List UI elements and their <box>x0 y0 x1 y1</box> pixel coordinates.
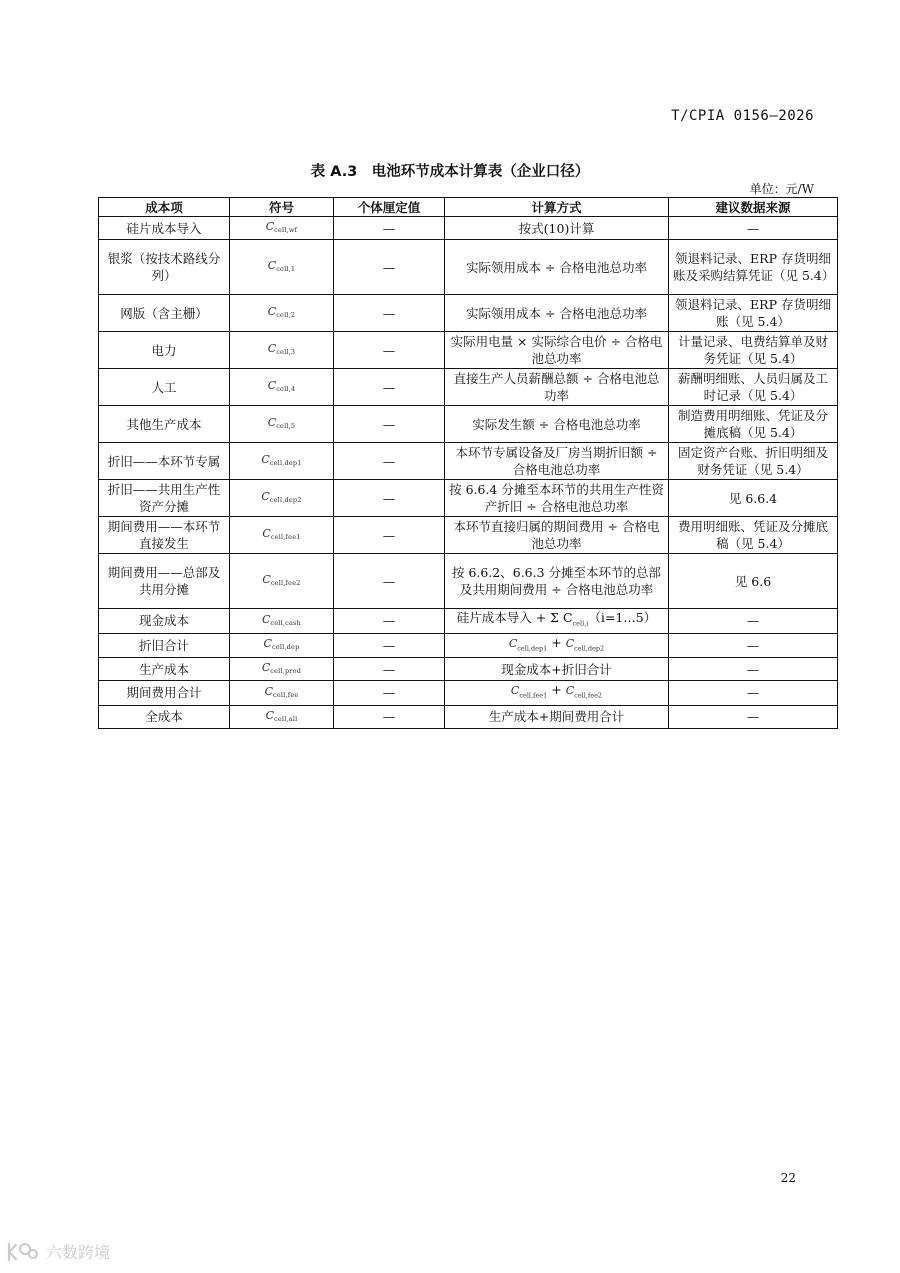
table-row <box>99 554 838 609</box>
method-text: 本环节专属设备及厂房当期折旧额 ÷ 合格电池总功率 <box>455 445 658 477</box>
source-cell: 费用明细账、凭证及分摊底稿（见 5.4） <box>669 517 838 554</box>
method-cell <box>445 658 669 681</box>
method-cell <box>445 633 669 658</box>
symbol-base: C <box>267 416 277 429</box>
symbol <box>262 613 301 626</box>
value-cell: — <box>334 658 445 681</box>
method-subscript: cell,i <box>572 619 589 628</box>
symbol <box>268 416 295 429</box>
symbol <box>261 453 301 466</box>
method-text: 直接生产人员薪酬总额 ÷ 合格电池总功率 <box>453 371 660 403</box>
ks-logo-icon <box>6 1241 40 1263</box>
source-cell: — <box>669 658 838 681</box>
symbol-cell <box>230 369 334 406</box>
table-row <box>99 369 838 406</box>
symbol-subscript: cell,dep2 <box>269 496 302 504</box>
symbol-subscript: cell,dep1 <box>269 459 302 467</box>
method-cell <box>445 240 669 295</box>
symbol-subscript: cell,3 <box>276 348 296 356</box>
method-text: 现金成本+折旧合计 <box>501 661 612 677</box>
table-row <box>99 217 838 240</box>
cost-item-cell: 网版（含主栅） <box>99 295 230 332</box>
table-row <box>99 633 838 658</box>
symbol-subscript: cell,wf <box>274 226 298 234</box>
table-row <box>99 658 838 681</box>
table-row <box>99 240 838 295</box>
value-cell: — <box>334 681 445 706</box>
symbol-subscript: cell,4 <box>276 385 296 393</box>
value-cell: — <box>334 240 445 295</box>
symbol-cell <box>230 332 334 369</box>
symbol-subscript: cell,dep <box>271 643 300 652</box>
cost-item-cell: 生产成本 <box>99 658 230 681</box>
cost-item-cell: 电力 <box>99 332 230 369</box>
symbol-cell <box>230 480 334 517</box>
symbol-subscript: cell,fee2 <box>270 579 301 587</box>
formula-part: C <box>565 684 575 697</box>
table-row <box>99 406 838 443</box>
symbol-subscript: cell,cash <box>270 618 301 627</box>
table-header-row <box>99 198 838 217</box>
source-cell: — <box>669 609 838 634</box>
value-cell: — <box>334 406 445 443</box>
method-text: 实际领用成本 ÷ 合格电池总功率 <box>466 305 647 321</box>
method-cell <box>445 480 669 517</box>
document-code: T/CPIA 0156—2026 <box>671 108 814 124</box>
source-cell: — <box>669 633 838 658</box>
method-text: 实际用电量 × 实际综合电价 ÷ 合格电池总功率 <box>450 334 663 366</box>
cost-item-cell: 期间费用——总部及共用分摊 <box>99 554 230 609</box>
formula-part: cell,fee2 <box>574 691 603 700</box>
col-header-item: 成本项 <box>99 198 230 217</box>
method-text: 实际领用成本 ÷ 合格电池总功率 <box>466 259 647 275</box>
value-cell: — <box>334 295 445 332</box>
symbol <box>268 342 295 355</box>
method-text: 实际发生额 ÷ 合格电池总功率 <box>472 416 641 432</box>
page-number: 22 <box>780 1171 796 1185</box>
symbol-base: C <box>264 684 273 698</box>
cost-item-cell: 期间费用合计 <box>99 681 230 706</box>
symbol <box>262 527 300 540</box>
cost-item-cell: 现金成本 <box>99 609 230 634</box>
table-row <box>99 705 838 728</box>
symbol-base: C <box>263 637 272 651</box>
value-cell: — <box>334 554 445 609</box>
table-row <box>99 443 838 480</box>
symbol-cell <box>230 705 334 728</box>
method-cell <box>445 517 669 554</box>
source-cell: 薪酬明细账、人员归属及工时记录（见 5.4） <box>669 369 838 406</box>
formula-part: cell,dep1 <box>517 644 548 652</box>
symbol-subscript: cell,fee1 <box>270 533 301 541</box>
symbol <box>264 637 300 650</box>
formula-part: C <box>508 636 518 650</box>
table-row <box>99 609 838 634</box>
source-cell: — <box>669 681 838 706</box>
source-cell: 领退料记录、ERP 存货明细账及采购结算凭证（见 5.4） <box>669 240 838 295</box>
table-row <box>99 480 838 517</box>
source-cell: — <box>669 217 838 240</box>
symbol-cell <box>230 609 334 634</box>
method-cell <box>445 217 669 240</box>
method-text: 按 6.6.2、6.6.3 分摊至本环节的总部及共用期间费用 ÷ 合格电池总功率 <box>451 565 662 597</box>
method-cell <box>445 554 669 609</box>
cost-item-cell: 折旧——共用生产性资产分摊 <box>99 480 230 517</box>
symbol-cell <box>230 658 334 681</box>
table-title: 表 A.3 电池环节成本计算表（企业口径） <box>310 164 590 180</box>
symbol-subscript: cell,prod <box>270 667 302 675</box>
symbol-cell <box>230 681 334 706</box>
value-cell: — <box>334 369 445 406</box>
symbol-cell <box>230 240 334 295</box>
table-row <box>99 295 838 332</box>
symbol-base: C <box>261 661 271 674</box>
table-row <box>99 681 838 706</box>
symbol <box>268 305 295 318</box>
source-cell: 计量记录、电费结算单及财务凭证（见 5.4） <box>669 332 838 369</box>
method-text: 生产成本+期间费用合计 <box>488 709 625 724</box>
symbol-cell <box>230 517 334 554</box>
value-cell: — <box>334 609 445 634</box>
cost-item-cell: 人工 <box>99 369 230 406</box>
symbol <box>268 259 295 272</box>
value-cell: — <box>334 217 445 240</box>
symbol-cell <box>230 406 334 443</box>
formula-part: + <box>547 634 566 650</box>
method-cell <box>445 406 669 443</box>
cost-table <box>98 197 838 729</box>
symbol <box>266 220 298 233</box>
method-cell <box>445 443 669 480</box>
formula-part: cell,fee1 <box>519 691 548 700</box>
symbol-base: C <box>261 453 270 466</box>
source-cell: 制造费用明细账、凭证及分摊底稿（见 5.4） <box>669 406 838 443</box>
method-cell <box>445 681 669 706</box>
symbol-subscript: cell,all <box>274 714 298 723</box>
symbol-subscript: cell,5 <box>276 422 296 430</box>
col-header-method: 计算方式 <box>445 198 669 217</box>
value-cell: — <box>334 443 445 480</box>
symbol-cell <box>230 443 334 480</box>
symbol <box>268 379 295 392</box>
source-cell: 见 6.6 <box>669 554 838 609</box>
unit-label: 单位：元/W <box>749 182 814 196</box>
symbol <box>265 685 299 698</box>
watermark-text: 六数跨境 <box>46 1243 111 1262</box>
table-row <box>99 332 838 369</box>
symbol-cell <box>230 554 334 609</box>
symbol-base: C <box>265 220 275 233</box>
method-cell <box>445 295 669 332</box>
table-row <box>99 517 838 554</box>
symbol <box>262 661 301 674</box>
symbol-cell <box>230 295 334 332</box>
method-cell <box>445 369 669 406</box>
col-header-value: 个体厘定值 <box>334 198 445 217</box>
symbol-base: C <box>267 305 277 318</box>
symbol-subscript: cell,fee <box>273 690 299 699</box>
cost-item-cell: 期间费用——本环节直接发生 <box>99 517 230 554</box>
symbol-subscript: cell,2 <box>276 311 296 319</box>
cost-item-cell: 折旧合计 <box>99 633 230 658</box>
value-cell: — <box>334 332 445 369</box>
value-cell: — <box>334 517 445 554</box>
cost-item-cell: 全成本 <box>99 705 230 728</box>
cost-item-cell: 硅片成本导入 <box>99 217 230 240</box>
symbol-base: C <box>262 573 271 586</box>
method-cell <box>445 332 669 369</box>
source-cell: 领退料记录、ERP 存货明细账（见 5.4） <box>669 295 838 332</box>
symbol-base: C <box>261 490 270 503</box>
formula-part: C <box>565 636 575 650</box>
cost-item-cell: 其他生产成本 <box>99 406 230 443</box>
source-cell: 固定资产台账、折旧明细及财务凭证（见 5.4） <box>669 443 838 480</box>
value-cell: — <box>334 633 445 658</box>
formula-part: + <box>547 682 566 697</box>
symbol-cell <box>230 633 334 658</box>
symbol-base: C <box>262 527 271 540</box>
symbol-base: C <box>265 708 275 722</box>
source-cell: 见 6.6.4 <box>669 480 838 517</box>
symbol-cell <box>230 217 334 240</box>
method-cell <box>445 609 669 634</box>
symbol <box>262 573 300 586</box>
value-cell: — <box>334 705 445 728</box>
symbol-base: C <box>267 379 277 392</box>
formula-part: cell,dep2 <box>574 644 605 652</box>
symbol-base: C <box>262 612 271 626</box>
watermark <box>6 1240 110 1263</box>
source-cell: — <box>669 705 838 728</box>
formula-part: C <box>510 684 520 697</box>
col-header-symbol: 符号 <box>230 198 334 217</box>
method-tail: （i=1…5） <box>588 610 657 625</box>
method-text: 硅片成本导入 + Σ C <box>456 610 573 625</box>
symbol-subscript: cell,1 <box>276 265 296 273</box>
method-cell <box>445 705 669 728</box>
symbol-base: C <box>267 342 277 355</box>
symbol-base: C <box>267 259 277 272</box>
table-body <box>99 217 838 729</box>
method-text: 按式(10)计算 <box>518 220 595 236</box>
method-text: 本环节直接归属的期间费用 ÷ 合格电池总功率 <box>453 519 660 551</box>
value-cell: — <box>334 480 445 517</box>
cost-item-cell: 折旧——本环节专属 <box>99 443 230 480</box>
symbol <box>261 490 301 503</box>
col-header-source: 建议数据来源 <box>669 198 838 217</box>
cost-item-cell: 银浆（按技术路线分列） <box>99 240 230 295</box>
symbol <box>266 709 298 722</box>
method-text: 按 6.6.4 分摊至本环节的共用生产性资产折旧 ÷ 合格电池总功率 <box>449 482 664 514</box>
